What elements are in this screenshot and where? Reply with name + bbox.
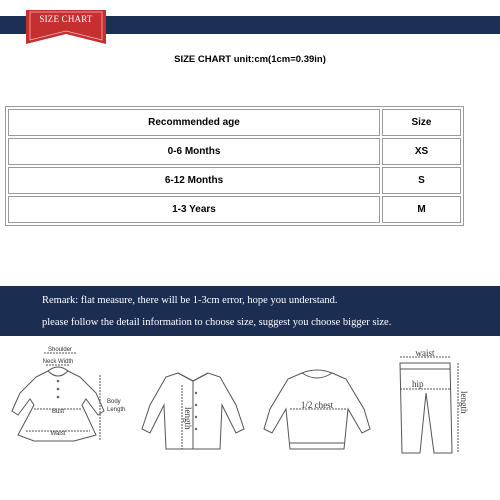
remark-line-1: Remark: flat measure, there will be 1-3cm error, hope you understand. [42, 295, 338, 306]
label-length: Length [107, 407, 126, 413]
page-title: SIZE CHART unit:cm(1cm=0.39in) [174, 54, 326, 65]
size-table [5, 106, 464, 226]
label-half-chest: 1/2 chest [300, 400, 334, 410]
size-chart-badge: SIZE CHART [39, 14, 93, 24]
label-neck-width: Neck Width [42, 359, 74, 365]
pants-figure [386, 345, 496, 459]
table-row [8, 167, 461, 194]
sweater-figure [258, 365, 376, 455]
label-pants-waist: waist [415, 348, 435, 358]
remark-banner [0, 286, 500, 336]
label-pants-length: length [459, 391, 469, 414]
cell-age: 6-12 Months [8, 167, 380, 194]
label-waist: Waist [50, 431, 66, 437]
table-header-row [8, 109, 461, 136]
cell-size: S [382, 167, 461, 194]
label-shoulder: Shoulder [47, 347, 73, 353]
dress-figure [4, 341, 132, 451]
label-hip: hip [412, 379, 424, 389]
label-body: Body [107, 399, 121, 405]
header-size: Size [382, 109, 461, 136]
cell-age: 0-6 Months [8, 138, 380, 165]
cell-age: 1-3 Years [8, 196, 380, 223]
cell-size: M [382, 196, 461, 223]
remark-line-2: please follow the detail information to choose size, suggest you choose bigger size. [42, 317, 392, 328]
label-bust: Bust [51, 409, 65, 415]
table-row [8, 196, 461, 223]
measurement-figures [0, 337, 500, 500]
cell-size: XS [382, 138, 461, 165]
header-age: Recommended age [8, 109, 380, 136]
table-row [8, 138, 461, 165]
label-shirt-length: length [183, 407, 193, 430]
shirt-figure [136, 365, 250, 455]
